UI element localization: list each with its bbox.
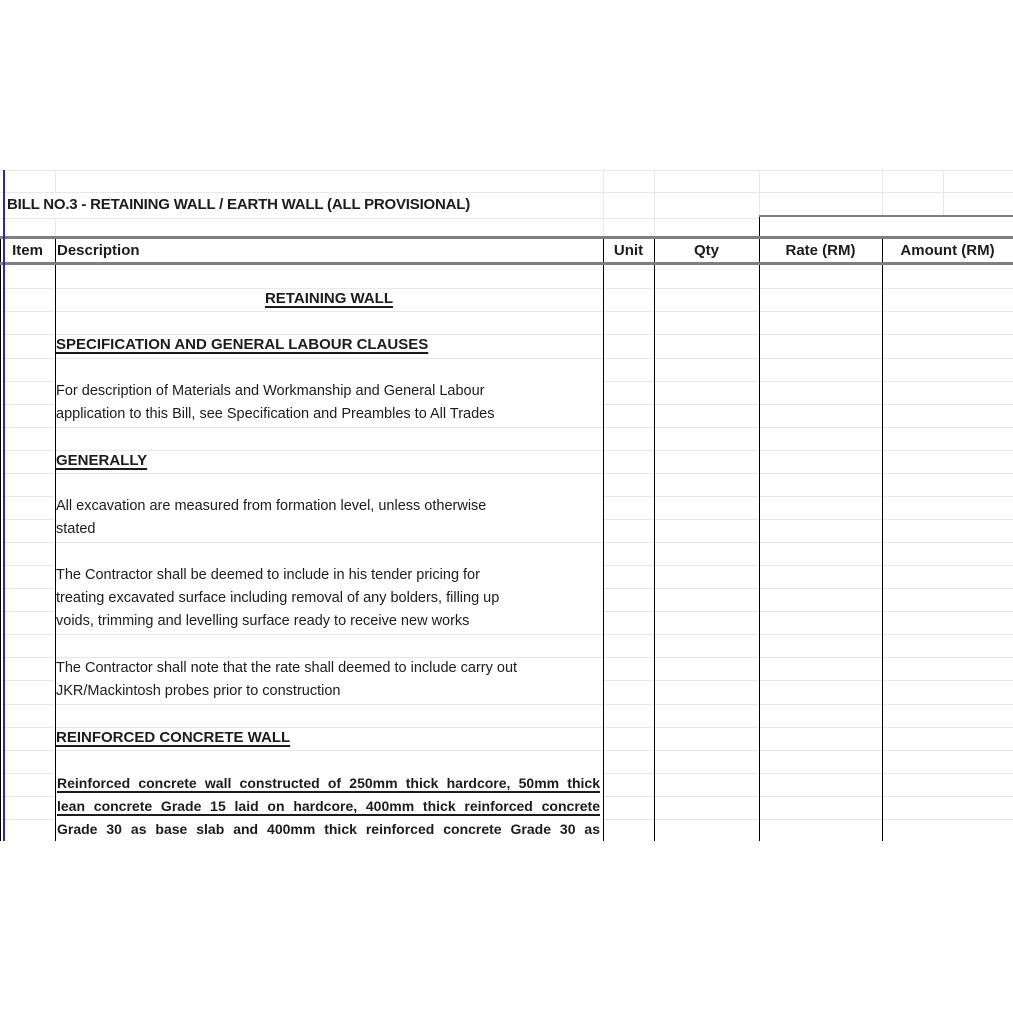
description-text: For description of Materials and Workmanship and General Labour <box>56 383 485 399</box>
gridline-horizontal <box>0 473 1013 474</box>
gridline-horizontal <box>0 750 1013 751</box>
para-excavation-measured-line-2[interactable] <box>56 518 602 541</box>
gridline-vertical <box>55 170 56 192</box>
column-header-unit[interactable]: Unit <box>613 242 644 259</box>
column-header-qty[interactable]: Qty <box>693 242 719 259</box>
gridline-horizontal <box>0 542 1013 543</box>
column-header-item[interactable]: Item <box>12 242 43 259</box>
gridline-vertical <box>603 170 604 236</box>
para-contractor-probes-line-1[interactable] <box>56 657 602 680</box>
merged-cell-top-border <box>759 215 1013 217</box>
description-text: stated <box>56 521 96 538</box>
gridline-horizontal <box>0 358 1013 359</box>
gridline-horizontal <box>0 704 1013 705</box>
column-border <box>759 215 760 841</box>
para-contractor-tender-pricing-line-1[interactable] <box>56 564 602 587</box>
para-contractor-tender-pricing-line-3[interactable] <box>56 610 602 633</box>
para-reinforced-concrete-wall-item-line-3[interactable]: Grade 30 as base slab and 400mm thick reinforced concrete Grade 30 as <box>57 821 600 838</box>
header-bottom-border <box>0 262 1013 265</box>
column-header-rate[interactable]: Rate (RM) <box>785 242 856 259</box>
description-text: voids, trimming and levelling surface ready to receive new works <box>56 613 470 630</box>
gridline-vertical <box>654 170 655 236</box>
gridline-vertical <box>759 170 760 215</box>
column-header-amount[interactable]: Amount (RM) <box>900 242 995 259</box>
heading-reinforced-concrete-wall-line-1[interactable] <box>56 726 602 749</box>
column-border <box>603 236 604 841</box>
description-text: The Contractor shall note that the rate shall deemed to include carry out <box>56 660 518 676</box>
column-header-description[interactable]: Description <box>57 242 140 259</box>
para-reinforced-concrete-wall-item-line-2[interactable]: lean concrete Grade 15 laid on hardcore, 400mm thick reinforced concrete <box>57 798 600 815</box>
para-contractor-tender-pricing-line-2[interactable] <box>56 587 602 610</box>
heading-retaining-wall-line-1[interactable] <box>56 287 602 310</box>
column-border <box>882 236 883 841</box>
page-break-indicator-line <box>3 170 5 841</box>
para-specification-reference-line-1[interactable] <box>56 380 602 403</box>
gridline-horizontal <box>0 634 1013 635</box>
gridline-horizontal <box>0 311 1013 312</box>
gridline-vertical <box>882 170 883 215</box>
description-text: GENERALLY <box>56 452 148 469</box>
heading-generally-line-1[interactable] <box>56 449 602 472</box>
gridline-horizontal <box>0 427 1013 428</box>
description-text: JKR/Mackintosh probes prior to construction <box>56 683 341 700</box>
description-text: The Contractor shall be deemed to include in his tender pricing for <box>56 567 480 583</box>
description-text: RETAINING WALL <box>264 290 394 307</box>
gridline-vertical <box>943 170 944 215</box>
para-specification-reference-line-2[interactable] <box>56 403 602 426</box>
bill-title-cell[interactable]: BILL NO.3 - RETAINING WALL / EARTH WALL (ALL PROVISIONAL) <box>7 196 471 213</box>
para-reinforced-concrete-wall-item-line-1[interactable]: Reinforced concrete wall constructed of 250mm thick hardcore, 50mm thick <box>57 775 600 791</box>
column-border <box>654 236 655 841</box>
description-text: treating excavated surface including removal of any bolders, filling up <box>56 590 500 607</box>
gridline-vertical <box>55 218 56 236</box>
para-excavation-measured-line-1[interactable] <box>56 495 602 518</box>
column-border <box>0 236 1 841</box>
description-text: All excavation are measured from formation level, unless otherwise <box>56 498 487 514</box>
bottom-clip-mask <box>0 841 1013 1013</box>
gridline-horizontal <box>0 170 1013 171</box>
heading-specification-clauses-line-1[interactable] <box>56 333 602 356</box>
gridline-horizontal <box>0 218 759 219</box>
description-text: application to this Bill, see Specification and Preambles to All Trades <box>56 406 495 423</box>
description-text: SPECIFICATION AND GENERAL LABOUR CLAUSES <box>56 336 429 353</box>
para-contractor-probes-line-2[interactable] <box>56 680 602 703</box>
description-text: REINFORCED CONCRETE WALL <box>56 729 291 746</box>
